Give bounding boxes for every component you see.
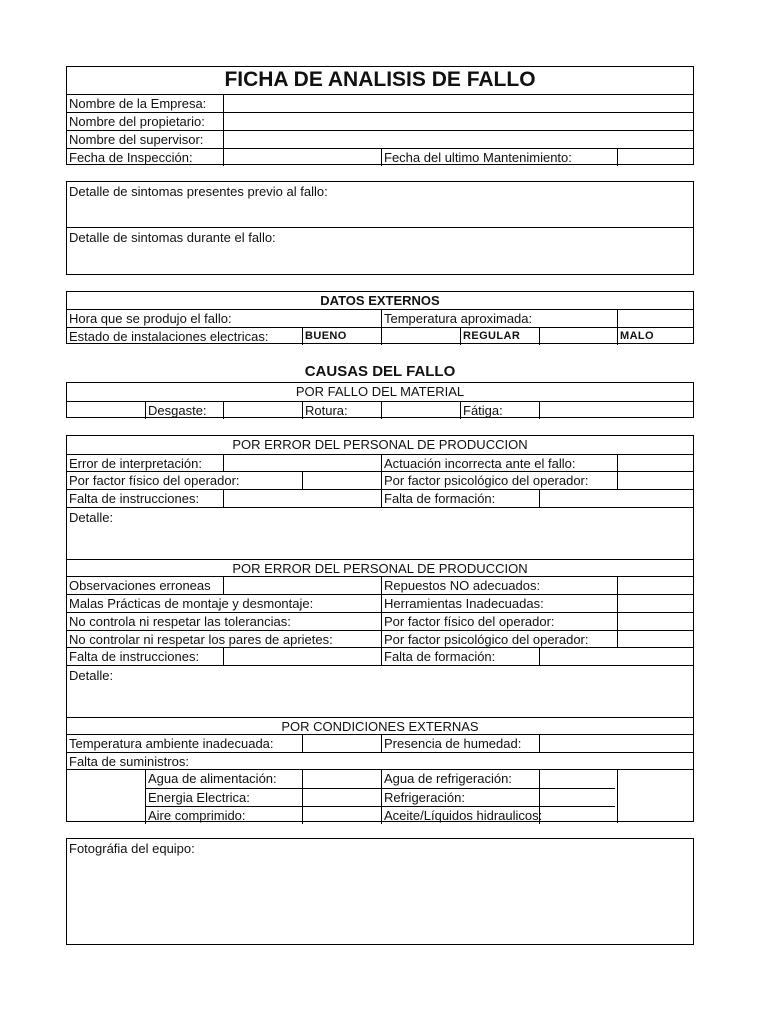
repuestos-field[interactable] (617, 577, 693, 594)
suministros-grid (67, 769, 693, 823)
humedad-field[interactable] (539, 735, 693, 752)
propietario-field[interactable] (223, 113, 693, 130)
desgaste-field[interactable] (223, 402, 302, 419)
temp-ambiente-field[interactable] (302, 735, 381, 752)
externas-row2 (67, 752, 693, 769)
suministros-right-blank[interactable] (617, 770, 693, 823)
actuacion-label: Actuación incorrecta ante el fallo: (381, 455, 617, 471)
sintomas-block (66, 181, 694, 275)
fecha-inspeccion-label: Fecha de Inspección: (69, 150, 193, 165)
agua-alimentacion-label: Agua de alimentación: (145, 770, 302, 788)
material-heading-row (67, 383, 693, 401)
externas-heading-row (67, 717, 693, 734)
repuestos-label: Repuestos NO adecuados: (381, 577, 617, 594)
falta-formacion-label: Falta de formación: (381, 490, 539, 507)
personal1-heading: POR ERROR DEL PERSONAL DE PRODUCCION (232, 437, 528, 452)
temperatura-label: Temperatura aproximada: (381, 310, 617, 327)
p2-falta-formacion-field[interactable] (539, 648, 693, 665)
sintomas-durante-label: Detalle de sintomas durante el fallo: (69, 230, 276, 245)
observaciones-field[interactable] (223, 577, 381, 594)
material-row (67, 401, 693, 419)
agua-refrigeracion-field[interactable] (539, 770, 615, 788)
sintomas-previo-row[interactable] (67, 182, 693, 227)
personal1-heading-row (67, 436, 693, 454)
factor-fisico-field[interactable] (302, 472, 381, 489)
rotura-field[interactable] (381, 402, 460, 419)
personal2-row4 (67, 630, 693, 647)
fecha-mantenimiento-field[interactable] (617, 149, 693, 166)
material-blank (67, 402, 145, 419)
personal1-detalle-label: Detalle: (69, 510, 114, 525)
hora-row (67, 309, 693, 327)
tolerancias-label: No controla ni respetar las tolerancias: (69, 614, 291, 629)
material-block (66, 382, 694, 418)
propietario-row (67, 112, 693, 130)
herramientas-field[interactable] (617, 595, 693, 612)
material-heading: POR FALLO DEL MATERIAL (295, 384, 465, 399)
empresa-row (67, 94, 693, 112)
personal1-row1 (67, 454, 693, 471)
sintomas-previo-label: Detalle de sintomas presentes previo al fallo: (69, 184, 328, 199)
externas-heading: POR CONDICIONES EXTERNAS (281, 719, 479, 734)
factor-psicologico-field[interactable] (617, 472, 693, 489)
title-row (67, 67, 693, 94)
p2-factor-fisico-label: Por factor físico del operador: (381, 613, 617, 630)
humedad-label: Presencia de humedad: (381, 735, 539, 752)
energia-label: Energia Electrica: (145, 789, 302, 806)
error-interpretacion-field[interactable] (223, 455, 381, 471)
sum-row2 (145, 788, 615, 806)
temperatura-field[interactable] (617, 310, 693, 327)
bueno-box[interactable] (381, 328, 460, 345)
supervisor-label: Nombre del supervisor: (69, 132, 204, 147)
suministros-label: Falta de suministros: (69, 754, 189, 769)
fatiga-label: Fátiga: (460, 402, 539, 419)
falta-instrucciones-label: Falta de instrucciones: (69, 491, 200, 506)
personal1-row2 (67, 471, 693, 489)
refrigeracion-label: Refrigeración: (381, 789, 539, 806)
aceite-label: Aceite/Líquidos hidraulicos: (381, 807, 539, 824)
fatiga-field[interactable] (539, 402, 693, 419)
temp-ambiente-label: Temperatura ambiente inadecuada: (69, 736, 274, 751)
suministros-blank (67, 770, 145, 823)
personal2-row1 (67, 576, 693, 594)
rotura-label: Rotura: (302, 402, 381, 419)
empresa-field[interactable] (223, 95, 693, 112)
personal2-detalle-row[interactable] (67, 665, 693, 717)
causas-heading: CAUSAS DEL FALLO (304, 363, 456, 380)
desgaste-label: Desgaste: (145, 402, 223, 419)
herramientas-label: Herramientas Inadecuadas: (381, 595, 617, 612)
personal1-detalle-row[interactable] (67, 507, 693, 559)
aire-field[interactable] (302, 807, 381, 824)
observaciones-label: Observaciones erroneas (69, 578, 211, 593)
foto-block[interactable] (66, 838, 694, 945)
p2-factor-psicologico-field[interactable] (617, 631, 693, 647)
personal2-row2 (67, 594, 693, 612)
personal2-row3 (67, 612, 693, 630)
fecha-mantenimiento-label: Fecha del ultimo Mantenimiento: (381, 149, 617, 166)
personal2-heading: POR ERROR DEL PERSONAL DE PRODUCCION (232, 561, 528, 576)
propietario-label: Nombre del propietario: (69, 114, 205, 129)
estado-label: Estado de instalaciones electricas: (69, 329, 269, 344)
hora-label: Hora que se produjo el fallo: (69, 311, 232, 326)
falta-formacion-field[interactable] (539, 490, 693, 507)
malo-option[interactable]: MALO (617, 328, 693, 345)
header-block (66, 66, 694, 165)
aceite-field[interactable] (539, 807, 615, 824)
p2-falta-instrucciones-field[interactable] (223, 648, 381, 665)
p2-factor-fisico-field[interactable] (617, 613, 693, 630)
p2-falta-instrucciones-label: Falta de instrucciones: (69, 649, 200, 664)
personal2-row5 (67, 647, 693, 665)
falta-instrucciones-field[interactable] (223, 490, 381, 507)
fecha-inspeccion-field[interactable] (223, 149, 381, 166)
factor-fisico-label: Por factor físico del operador: (69, 473, 240, 488)
estado-row (67, 327, 693, 345)
form-title: FICHA DE ANALISIS DE FALLO (224, 68, 536, 91)
bueno-option[interactable]: BUENO (302, 328, 381, 345)
datos-externos-heading-row (67, 292, 693, 309)
datos-externos-heading: DATOS EXTERNOS (320, 293, 440, 308)
foto-label: Fotográfia del equipo: (69, 841, 195, 856)
agua-alimentacion-field[interactable] (302, 770, 381, 788)
aire-label: Aire comprimido: (145, 807, 302, 824)
supervisor-row (67, 130, 693, 148)
personal-block (66, 435, 694, 822)
sum-row3 (145, 806, 615, 824)
agua-refrigeracion-label: Agua de refrigeración: (381, 770, 539, 788)
p2-falta-formacion-label: Falta de formación: (381, 648, 539, 665)
empresa-label: Nombre de la Empresa: (69, 96, 207, 111)
sintomas-durante-row[interactable] (67, 227, 693, 276)
fechas-row (67, 148, 693, 166)
actuacion-field[interactable] (617, 455, 693, 471)
malas-practicas-label: Malas Prácticas de montaje y desmontaje: (69, 596, 314, 611)
refrigeracion-field[interactable] (539, 789, 615, 806)
error-interpretacion-label: Error de interpretación: (69, 456, 202, 471)
pares-label: No controlar ni respetar los pares de aprietes: (69, 632, 333, 647)
personal1-row3 (67, 489, 693, 507)
p2-factor-psicologico-label: Por factor psicológico del operador: (381, 631, 617, 647)
personal2-detalle-label: Detalle: (69, 668, 114, 683)
regular-option[interactable]: REGULAR (460, 328, 539, 345)
personal2-heading-row (67, 559, 693, 576)
regular-box[interactable] (539, 328, 617, 345)
sum-row1 (145, 770, 615, 788)
energia-field[interactable] (302, 789, 381, 806)
externas-row1 (67, 734, 693, 752)
factor-psicologico-label: Por factor psicológico del operador: (381, 472, 617, 489)
datos-externos-block (66, 291, 694, 344)
supervisor-field[interactable] (223, 131, 693, 148)
